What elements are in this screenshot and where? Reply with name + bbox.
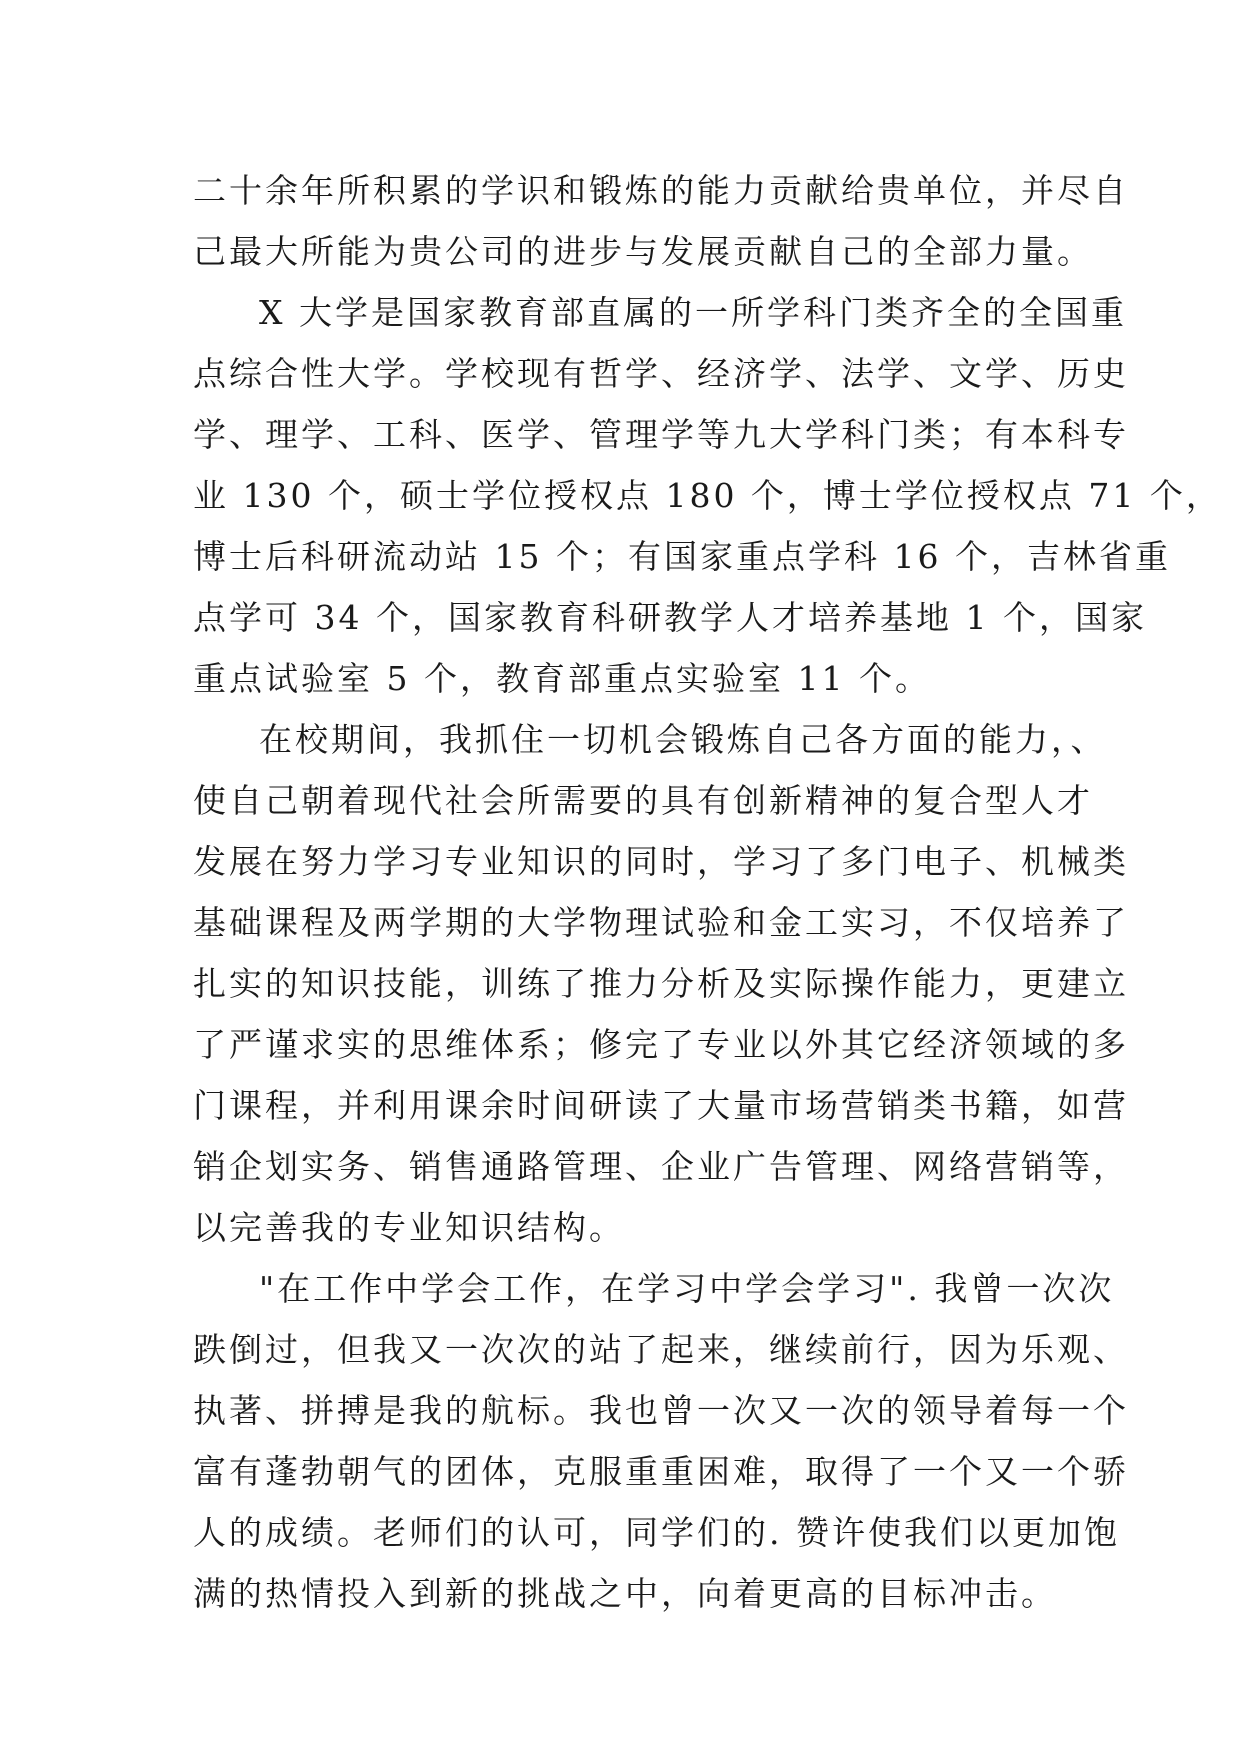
paragraph-start-line: X 大学是国家教育部直属的一所学科门类齐全的全国重 <box>259 293 1127 332</box>
text-line: 门课程，并利用课余时间研读了大量市场营销类书籍，如营 <box>193 1086 1129 1125</box>
text-line: 以完善我的专业知识结构。 <box>193 1208 625 1247</box>
text-line: 二十余年所积累的学识和锻炼的能力贡献给贵单位，并尽自 <box>193 171 1129 210</box>
text-line: 重点试验室 5 个，教育部重点实验室 11 个。 <box>193 659 931 698</box>
text-line: 富有蓬勃朝气的团体，克服重重困难，取得了一个又一个骄 <box>193 1452 1129 1491</box>
paragraph-start-line: 在校期间，我抓住一切机会锻炼自己各方面的能力，、 <box>259 720 1107 759</box>
text-line: 基础课程及两学期的大学物理试验和金工实习，不仅培养了 <box>193 903 1129 942</box>
text-line: 扎实的知识技能，训练了推力分析及实际操作能力，更建立 <box>193 964 1129 1003</box>
text-line: 学、理学、工科、医学、管理学等九大学科门类；有本科专 <box>193 415 1129 454</box>
document-body <box>193 160 1222 1624</box>
text-line: 了严谨求实的思维体系；修完了专业以外其它经济领域的多 <box>193 1025 1129 1064</box>
text-line: 使自己朝着现代社会所需要的具有创新精神的复合型人才 <box>193 781 1093 820</box>
text-line: 执著、拼搏是我的航标。我也曾一次又一次的领导着每一个 <box>193 1391 1129 1430</box>
text-line: 点综合性大学。学校现有哲学、经济学、法学、文学、历史 <box>193 354 1129 393</box>
paragraph-start-line: "在工作中学会工作，在学习中学会学习". 我曾一次次 <box>259 1269 1115 1308</box>
text-line: 满的热情投入到新的挑战之中，向着更高的目标冲击。 <box>193 1574 1057 1613</box>
text-line: 销企划实务、销售通路管理、企业广告管理、网络营销等， <box>193 1147 1129 1186</box>
text-line: 跌倒过，但我又一次次的站了起来，继续前行，因为乐观、 <box>193 1330 1129 1369</box>
text-line: 点学可 34 个，国家教育科研教学人才培养基地 1 个，国家 <box>193 598 1147 637</box>
text-line: 人的成绩。老师们的认可，同学们的. 赞许使我们以更加饱 <box>193 1513 1120 1552</box>
text-line: 业 130 个，硕士学位授权点 180 个，博士学位授权点 71 个， <box>193 476 1222 515</box>
text-line: 发展在努力学习专业知识的同时，学习了多门电子、机械类 <box>193 842 1129 881</box>
text-line: 己最大所能为贵公司的进步与发展贡献自己的全部力量。 <box>193 232 1093 271</box>
text-line: 博士后科研流动站 15 个；有国家重点学科 16 个，吉林省重 <box>193 537 1171 576</box>
